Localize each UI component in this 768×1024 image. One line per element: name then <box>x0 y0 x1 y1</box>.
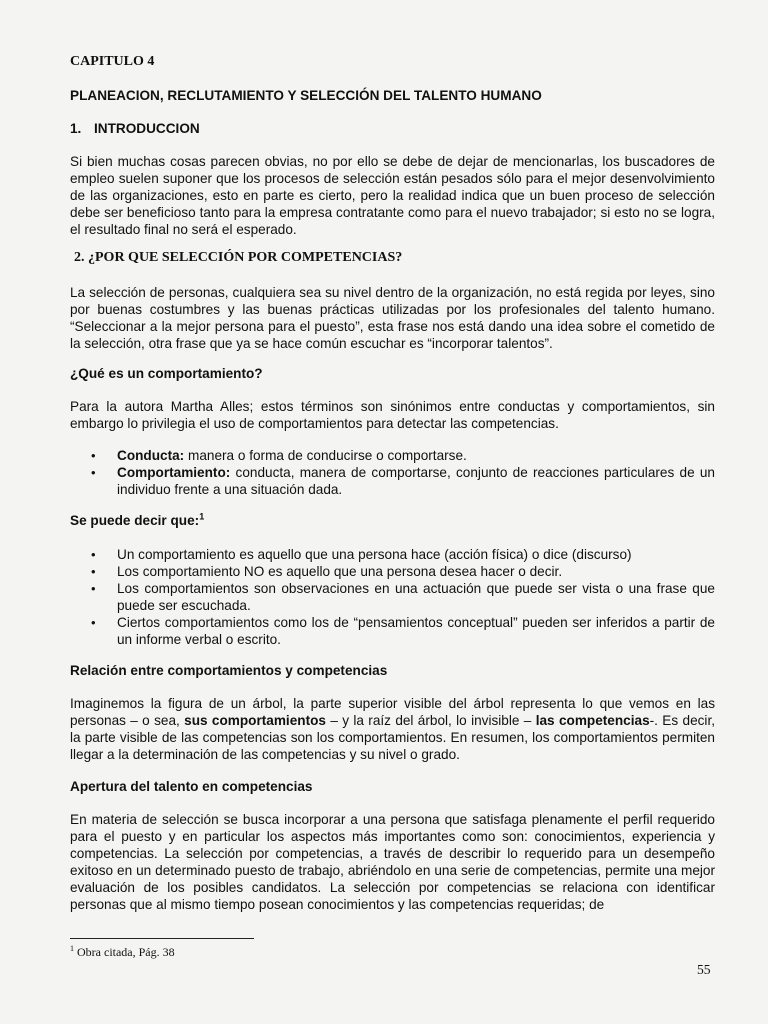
intro-paragraph: Si bien muchas cosas parecen obvias, no por ello se debe de dejar de mencionarlas, los buscadores de empleo suelen suponer que los procesos de selección están pesados sólo para el mejor desenvolvimiento de las organizaciones, esto en parte es cierto, pero la realidad indica que un buen proceso de selección debe ser beneficioso tanto para la empresa contratante como para el nuevo trabajador; si esto no se logra, el resultado final no será el esperado. <box>70 154 715 237</box>
footnote-divider <box>70 938 254 939</box>
bullet-icon: • <box>91 564 96 579</box>
definition-comportamiento: conducta, manera de comportarse, conjunto de reacciones particulares de un individuo frente a una situación dada. <box>117 465 715 497</box>
comportamiento-heading: ¿Qué es un comportamiento? <box>70 366 263 381</box>
list-item: • Los comportamiento NO es aquello que una persona desea hacer o decir. <box>91 564 563 579</box>
list-item: • Ciertos comportamientos como los de “pensamientos conceptual” pueden ser inferidos a partir de un informe verbal o escrito. <box>91 615 715 647</box>
footnote <box>70 945 175 960</box>
comportamiento-paragraph: Para la autora Martha Alles; estos términos son sinónimos entre conductas y comportamientos, sin embargo lo privilegia el uso de comportamientos para detectar las competencias. <box>70 399 715 431</box>
apertura-paragraph-block <box>70 811 715 913</box>
section2-paragraph: La selección de personas, cualquiera sea su nivel dentro de la organización, no está regida por leyes, sino por buenas costumbres y las buenas prácticas utilizadas por los profesionales del talento humano. “Seleccionar a la mejor persona para el puesto”, esta frase nos está dando una idea sobre el cometido de la selección, otra frase que ya se hace común escuchar es “incorporar talentos”. <box>70 285 715 351</box>
term-comportamiento: Comportamiento: <box>117 465 231 480</box>
bold-sus-comportamientos: sus comportamientos <box>184 713 326 728</box>
intro-number: 1. <box>70 121 82 136</box>
section2-heading: 2. ¿POR QUE SELECCIÓN POR COMPETENCIAS? <box>74 250 403 265</box>
comportamiento-paragraph-block <box>70 398 715 432</box>
footnote-text: Obra citada, Pág. 38 <box>77 945 175 959</box>
apertura-paragraph: En materia de selección se busca incorporar a una persona que satisfaga plenamente el perfil requerido para el puesto y en particular los aspectos más importantes como son: conocimientos, experiencia y competencias. La selección por competencias, a través de describir lo requerido para un desempeño exitoso en un determinado puesto de trabajo, abriéndolo en una serie de competencias, permite una mejor evaluación de los posibles candidatos. La selección por competencias se relaciona con identificar personas que al mismo tiempo posean conocimientos y las competencias requeridas; de <box>70 812 715 912</box>
bullet-icon: • <box>91 615 96 630</box>
intro-heading-text: INTRODUCCION <box>94 121 200 136</box>
apertura-heading: Apertura del talento en competencias <box>70 779 313 794</box>
se-puede-list <box>70 546 715 648</box>
list-item: • Un comportamiento es aquello que una persona hace (acción física) o dice (discurso) <box>91 547 632 562</box>
comportamiento-list <box>70 447 715 498</box>
bullet-icon: • <box>91 448 96 463</box>
footnote-marker: 1 <box>70 944 74 953</box>
bold-las-competencias: las competencias <box>535 713 650 728</box>
relacion-heading: Relación entre comportamientos y competencias <box>70 663 388 678</box>
list-item <box>70 464 715 498</box>
list-item: • Los comportamientos son observaciones en una actuación que puede ser vista o una frase que puede ser escuchada. <box>91 581 715 613</box>
chapter-label: CAPITULO 4 <box>70 54 155 69</box>
term-conducta: Conducta: <box>117 448 185 463</box>
bullet-icon: • <box>91 465 96 480</box>
se-puede-heading-text: Se puede decir que: <box>70 513 200 528</box>
intro-paragraph-block <box>70 153 715 238</box>
relacion-paragraph: Imaginemos la figura de un árbol, la parte superior visible del árbol representa lo que vemos en las personas – o sea, sus comportamientos – y la raíz del árbol, lo invisible – las competencias-. Es decir, la parte visible de las competencias son los comportamientos. En resumen, los comportamientos permiten llegar a la determinación de las competencias y su nivel o grado. <box>70 696 715 762</box>
se-puede-heading <box>70 513 715 528</box>
footnote-ref-1[interactable]: 1 <box>199 511 205 522</box>
bullet-icon: • <box>91 547 96 562</box>
intro-heading <box>70 121 715 136</box>
definition-conducta: manera o forma de conducirse o comportarse. <box>184 448 467 463</box>
relacion-paragraph-block <box>70 695 715 763</box>
list-item <box>70 447 715 464</box>
page-number: 55 <box>697 962 711 977</box>
bullet-icon: • <box>91 581 96 596</box>
section2-paragraph-block <box>70 284 715 352</box>
chapter-title: PLANEACION, RECLUTAMIENTO Y SELECCIÓN DEL TALENTO HUMANO <box>70 88 542 103</box>
